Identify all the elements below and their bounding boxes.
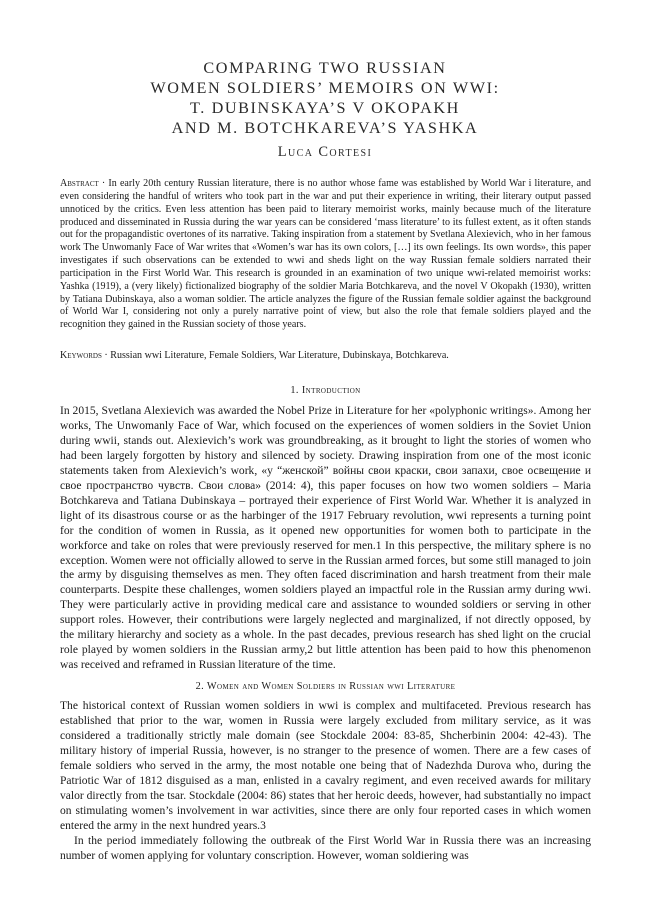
women-soldiers-paragraph-1: The historical context of Russian women soldiers in wwi is complex and multifaceted. Previous research has established that prior to the war, women in Russia were largely excluded from military service, as it was considered a traditionally strictly male domain (see Stockdale 2004: 83-85, Shcherbinin 2004: 42-43). The military history of imperial Russia, however, is no stranger to the presence of women. There are a few cases of female soldiers who served in the army, the most notable one being that of Nadezhda Durova who, during the Patriotic War of 1812 disguised as a man, enlisted in a cavalry regiment, and even received awards for military valor directly from the tsar. Stockdale (2004: 86) states that her heroic deeds, however, had substantially no impact on stimulating women’s involvement in war activities, since there are only four reported cases in which women entered the army in the next hundred years.3	[60, 700, 591, 832]
introduction-paragraph: In 2015, Svetlana Alexievich was awarded the Nobel Prize in Literature for her «polyphonic writings». Among her works, The Unwomanly Face of War, which focused on the experiences of women soldiers in the Soviet Union during wwii, stands out. Alexievich’s work was groundbreaking, as it brought to light the stories of women who had been largely forgotten by history and silenced by society. Drawing inspiration from one of the most iconic statements taken from Alexievich’s work, «у “женской” войны свои краски, свои запахи, свое освещение и свое пространство чувств. Свои слова» (2014: 4), this paper focuses on how two women soldiers – Maria Botchkareva and Tatiana Dubinskaya – portrayed their experience of First World War. Whether it is analyzed in light of its disastrous course or as the harbinger of the 1917 February revolution, wwi represents a turning point for the condition of women in Russia, as it opened new opportunities for women both to participate in the workforce and take on roles that were previously reserved for men.1 In this perspective, the military sphere is no exception. Women were not officially allowed to serve in the Russian armed forces, but some still managed to join the army by disguising themselves as men. They often faced discrimination and harsh treatment from their male counterparts. Despite these challenges, women soldiers played an impactful role in the Russian army during wwi. They were particularly active in providing medical care and assistance to wounded soldiers or serving in other support roles. However, their contributions were largely neglected and marginalized, if not directly opposed, by the military hierarchy and society as a whole. In the past decades, previous research has shed light on the crucial role played by women soldiers in the Russian army,2 but little attention has been paid to how this phenomenon was received and reframed in Russian literature of the time.	[60, 405, 591, 672]
section-heading-women-soldiers: 2. Women and Women Soldiers in Russian wwi Literature	[195, 681, 456, 692]
title-line-3: T. DUBINSKAYA’S V OKOPAKH	[190, 99, 460, 117]
article-title	[60, 58, 590, 138]
abstract-label: Abstract	[60, 178, 99, 189]
title-line-1: COMPARING TWO RUSSIAN	[203, 59, 447, 77]
title-line-4: AND M. BOTCHKAREVA’S YASHKA	[171, 119, 479, 137]
women-soldiers-paragraph-2: In the period immediately following the outbreak of the First World War in Russia there was an increasing number of women applying for voluntary conscription. However, woman soldiering was	[60, 834, 591, 862]
author-name: Luca Cortesi	[277, 144, 373, 160]
title-line-2: WOMEN SOLDIERS’ MEMOIRS ON WWI:	[150, 79, 500, 97]
section-introduction-body	[60, 404, 591, 673]
section-heading-introduction: 1. Introduction	[290, 385, 361, 396]
abstract	[60, 178, 591, 332]
abstract-text: · In early 20th century Russian literature, there is no author whose fame was established by World War i literature, and even considering the handful of writers who took part in the war and put their experience in writing, their literary output passed unnoticed by the critics. Even less attention has been paid to literary memoirist works, mainly because much of the literature produced and disseminated in Russia during the war years can be considered ‘mass literature’ to its fullest extent, as it often stands out for the propagandistic overtones of its narrative. Taking inspiration from a statement by Svetlana Alexievich, who in her famous work The Unwomanly Face of War writes that «Women’s war has its own colors, […] its own feelings. Its own words», this paper investigates if such observations can be extended to wwi and sheds light on the way Russian female soldiers narrated their participation in the First World War. This research is grounded in an examination of two unique wwi-related memoirist works: Yashka (1919), a (very likely) fictionalized biography of the soldier Maria Botchkareva, and the novel V Okopakh (1930), written by Tatiana Dubinskaya, also a woman soldier. The article analyzes the figure of the Russian female soldier against the background of World War I, considering not only a purely narrative point of view, but also the role that female soldiers played and the recognition they gained in the Russian society of those years.	[60, 178, 591, 331]
keywords-label: Keywords	[60, 350, 102, 361]
section-women-soldiers-body	[60, 699, 591, 863]
keywords-text: · Russian wwi Literature, Female Soldiers, War Literature, Dubinskaya, Botchkareva.	[101, 350, 449, 361]
keywords	[60, 349, 591, 362]
